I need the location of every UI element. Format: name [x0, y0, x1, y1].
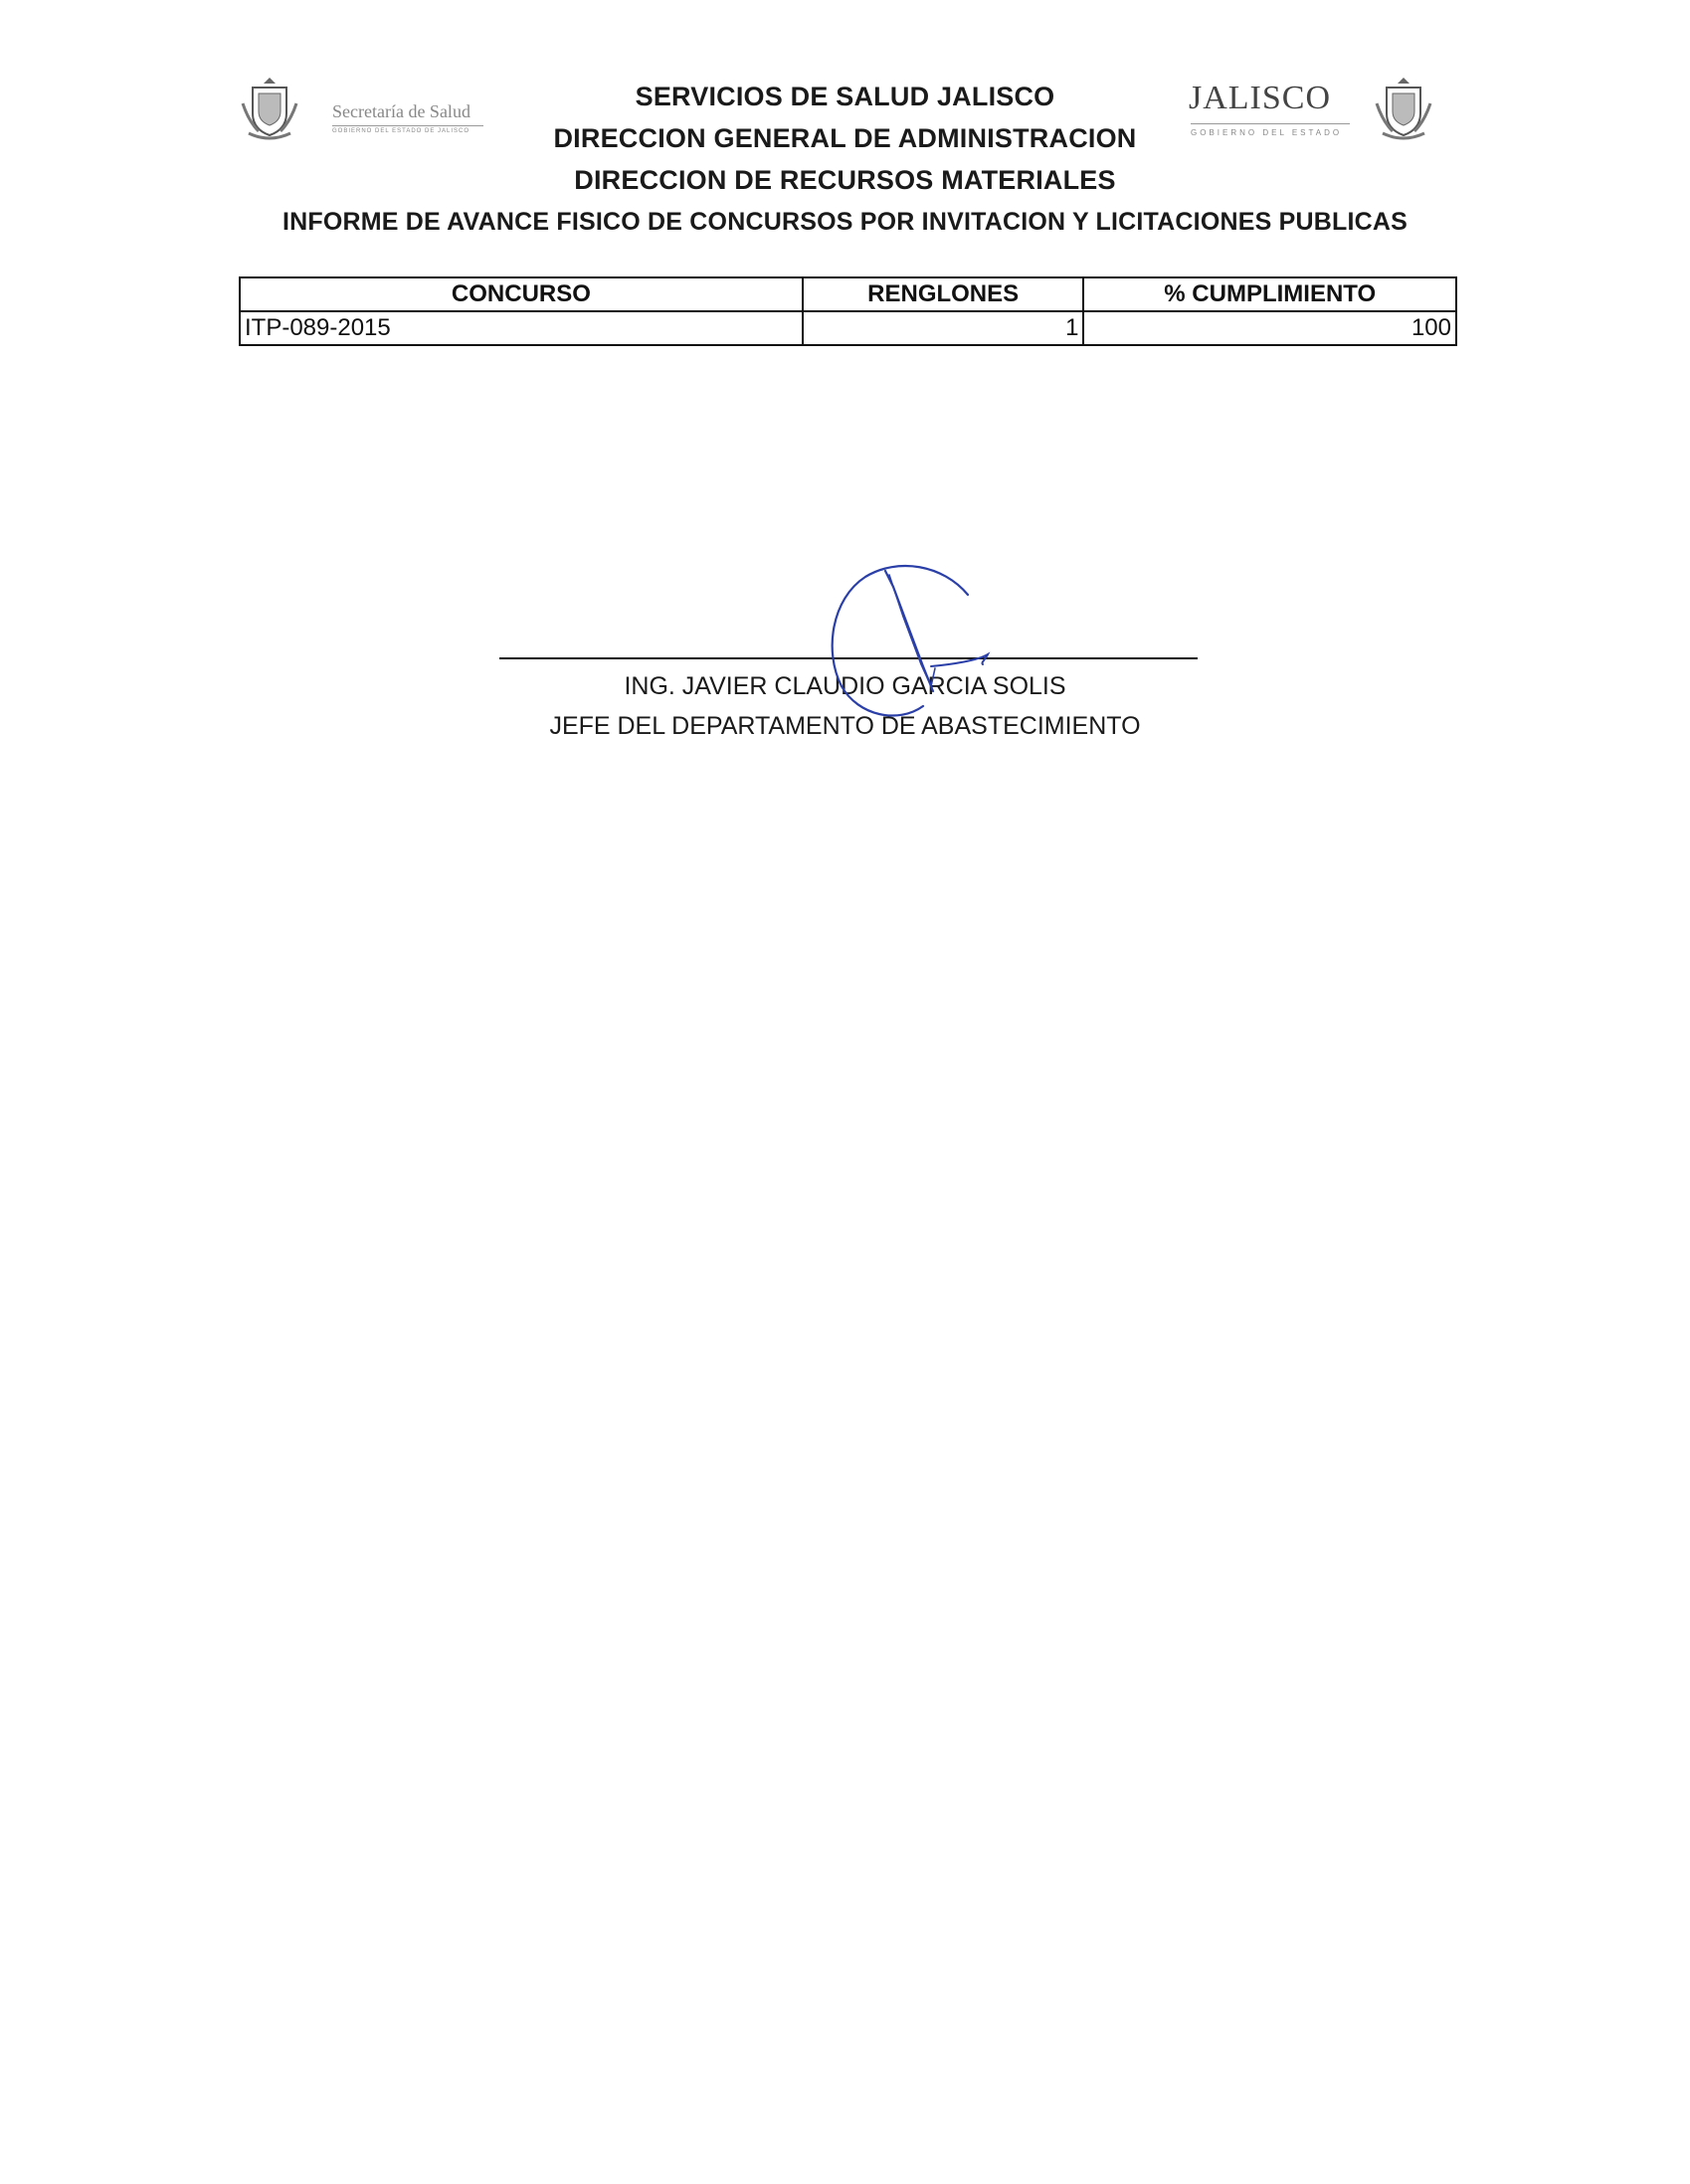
- title-line-3: DIRECCION DE RECURSOS MATERIALES: [574, 165, 1116, 195]
- state-seal-icon: [1373, 74, 1434, 143]
- cell-concurso: ITP-089-2015: [240, 311, 803, 345]
- table-header-row: [240, 277, 1456, 311]
- concursos-table: [239, 276, 1457, 346]
- jalisco-logo-subtext: GOBIERNO DEL ESTADO: [1191, 128, 1343, 137]
- column-header-cumplimiento: % CUMPLIMIENTO: [1083, 277, 1456, 311]
- report-title: INFORME DE AVANCE FISICO DE CONCURSOS POR INVITACION Y LICITACIONES PUBLICAS: [282, 208, 1408, 236]
- title-line-2: DIRECCION GENERAL DE ADMINISTRACION: [553, 123, 1137, 153]
- handwritten-signature: [804, 557, 1003, 731]
- signer-name: ING. JAVIER CLAUDIO GARCIA SOLIS: [624, 672, 1066, 700]
- table-row: [240, 311, 1456, 345]
- column-header-concurso: CONCURSO: [240, 277, 803, 311]
- cell-cumplimiento: 100: [1083, 311, 1456, 345]
- signer-title: JEFE DEL DEPARTAMENTO DE ABASTECIMIENTO: [549, 712, 1141, 740]
- secretaria-salud-text: Secretaría de Salud: [332, 101, 470, 121]
- jalisco-logo-text: JALISCO: [1189, 80, 1332, 116]
- cell-renglones: 1: [803, 311, 1084, 345]
- secretaria-salud-subtext: GOBIERNO DEL ESTADO DE JALISCO: [332, 128, 470, 134]
- jalisco-logo: [1189, 74, 1437, 153]
- title-line-1: SERVICIOS DE SALUD JALISCO: [635, 82, 1055, 111]
- column-header-renglones: RENGLONES: [803, 277, 1084, 311]
